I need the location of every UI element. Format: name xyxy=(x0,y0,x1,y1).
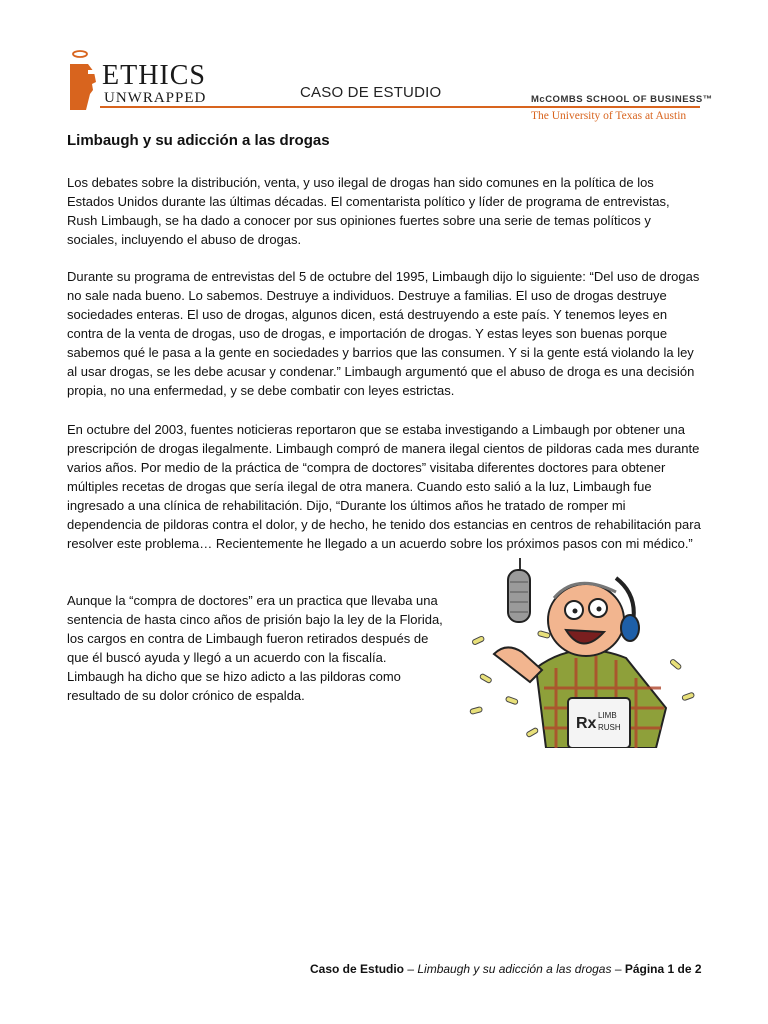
school-name: McCOMBS SCHOOL OF BUSINESS™ xyxy=(531,94,713,105)
microphone-icon xyxy=(508,558,530,622)
header-divider xyxy=(100,106,700,108)
ethics-unwrapped-logo xyxy=(66,44,216,114)
page-number: Página 1 de 2 xyxy=(624,962,702,976)
bottle-label-text: RUSH xyxy=(598,723,621,732)
page-footer xyxy=(310,962,702,976)
document-header xyxy=(0,0,768,130)
logo-ethics-text: ETHICS xyxy=(102,60,206,91)
limbaugh-cartoon-illustration xyxy=(466,558,710,748)
head-silhouette-icon xyxy=(66,48,102,112)
paragraph: Aunque la “compra de doctores” era un practica que llevaba una sentencia de hasta cinco años de prisión bajo la ley de la Florida, los cargos en contra de Limbaugh fueron retirados después de que él buscó ayuda y llegó a un acuerdo con la fiscalía. Limbaugh ha dicho que se hizo adicto a las pildoras como resultado de su dolor crónico de espalda. xyxy=(67,593,443,703)
footer-case-title: Limbaugh y su adicción a las drogas xyxy=(417,962,612,976)
footer-dash: – xyxy=(404,962,418,976)
document-type-label: CASO DE ESTUDIO xyxy=(300,84,442,101)
logo-unwrapped-text: UNWRAPPED xyxy=(104,90,207,106)
university-name: The University of Texas at Austin xyxy=(531,110,687,122)
paragraph: En octubre del 2003, fuentes noticieras reportaron que se estaba investigando a Limbaugh por obtener una prescripción de drogas ilegalmente. Limbaugh compró de manera ilegal cientos de pildoras cada mes durante varios años. Por medio de la práctica de “compra de doctores” visitaba diferentes doctores para obtener múltiples recetas de drogas que sería ilegal de otra manera. Cuando esto salió a la luz, Limbaugh fue ingresado a una clínica de rehabilitación. Dijo, “Durante los últimos años he tratado de romper mi dependencia de pildoras contra el dolor, y de hecho, he tenido dos estancias en centros de rehabilitación para resolver este problema… Recientemente he llegado a un acuerdo sobre los próximos pasos con mi médico.” xyxy=(67,422,701,551)
footer-dash: – xyxy=(611,962,625,976)
case-title: Limbaugh y su adicción a las drogas xyxy=(67,132,330,149)
bottle-rx-text: Rx xyxy=(576,715,597,732)
paragraph: Los debates sobre la distribución, venta, y uso ilegal de drogas han sido comunes en la política de los Estados Unidos durante las últimas décadas. El comentarista político y líder de programa de entrevistas, Rush Limbaugh, se ha dado a conocer por sus opiniones fuertes sobre una serie de temas políticos y sociales, incluyendo el abuso de drogas. xyxy=(67,175,670,247)
footer-prefix: Caso de Estudio xyxy=(310,962,405,976)
paragraph: Durante su programa de entrevistas del 5 de octubre del 1995, Limbaugh dijo lo siguiente: “Del uso de drogas no sale nada bueno. Lo sabemos. Destruye a individuos. Destruye a familias. El uso de drogas destruye sociedades enteras. El uso de drogas, algunos dicen, está destruyendo a este país. Y tenemos leyes en contra de la venta de drogas, uso de drogas, e importación de drogas. Y estas leyes son buenas porque sabemos qué le pasa a la gente en sociedades y barrios que las consumen. Y si la gente está violando la ley al usar drogas, se les debe acusar y condenar.” Limbaugh argumentó que el abuso de droga es una decisión propia, no una enfermedad, y se debe combatir con leyes estrictas. xyxy=(67,269,700,398)
pill-bottle-icon xyxy=(568,698,630,748)
bottle-label-text: LIMB xyxy=(598,711,617,720)
